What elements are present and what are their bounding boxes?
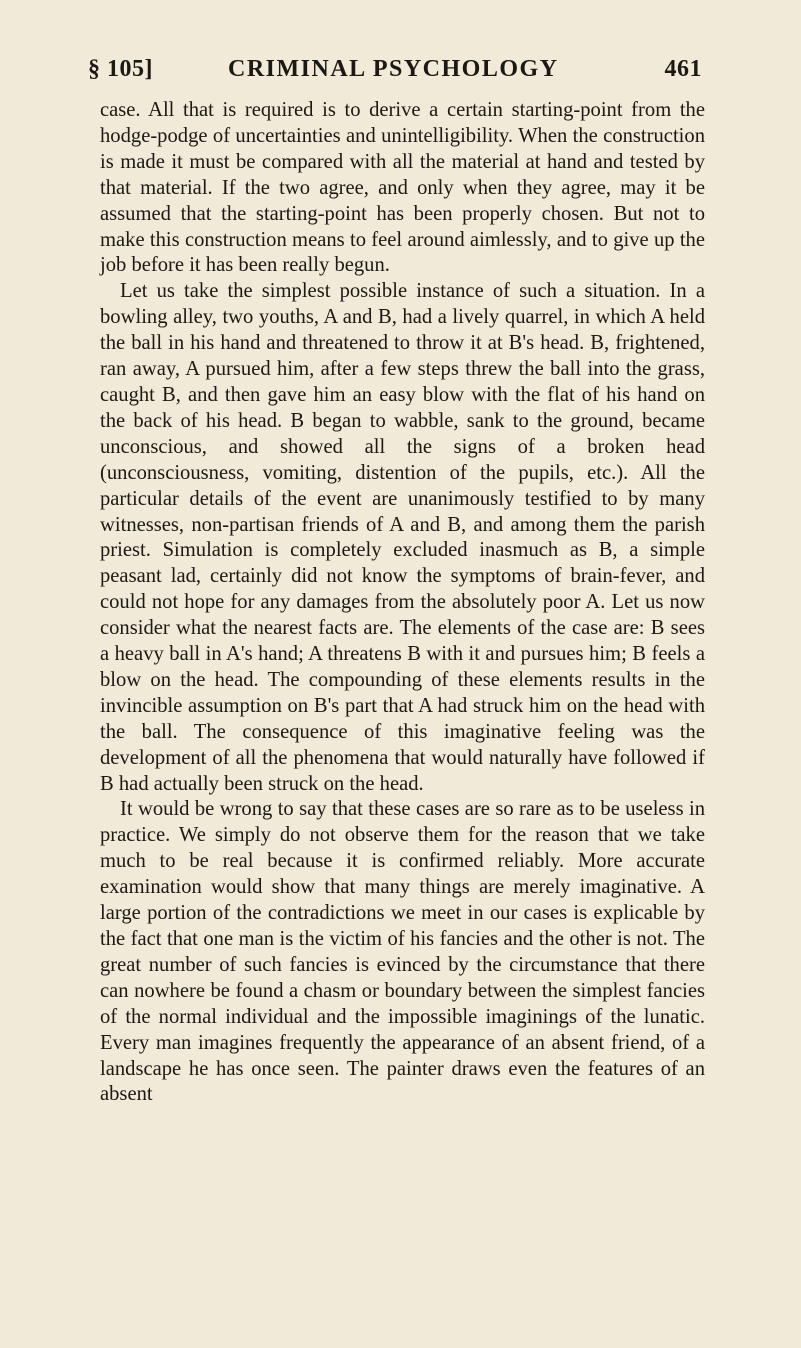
paragraph-continued: case. All that is required is to derive a certain starting-point from the hodge-podge of uncertainties and unintelligibility. When the construction is made it must be compared with all the material at hand and tested by that material. If the two agree, and only when they agree, may it be assumed that the starting-point has been properly chosen. But not to make this construction means to feel around aimlessly, and to give up the job before it has been really begun. [100, 99, 705, 277]
body-text [100, 98, 705, 1108]
section-marker: § 105] [88, 56, 153, 82]
page-number: 461 [664, 56, 702, 82]
running-head [88, 56, 702, 86]
paragraph-imaginative-fancies: It would be wrong to say that these cases are so rare as to be useless in practice. We simply do not observe them for the reason that we take much to be real because it is confirmed reliably. More accurate examination would show that many things are merely imaginative. A large portion of the contradictions we meet in our cases is explicable by the fact that one man is the victim of his fancies and the other is not. The great number of such fancies is evinced by the circumstance that there can nowhere be found a chasm or boundary between the simplest fancies of the normal individual and the impossible imaginings of the lunatic. Every man imagines frequently the appearance of an absent friend, of a landscape he has once seen. The painter draws even the features of an absent [100, 798, 705, 1106]
running-title: CRIMINAL PSYCHOLOGY [228, 56, 559, 82]
paragraph-bowling-alley-case: Let us take the simplest possible instance of such a situation. In a bowling alley, two youths, A and B, had a lively quarrel, in which A held the ball in his hand and threatened to throw it at B's head. B, frightened, ran away, A pursued him, after a few steps threw the ball into the grass, caught B, and then gave him an easy blow with the flat of his hand on the back of his head. B began to wabble, sank to the ground, became unconscious, and showed all the signs of a broken head (unconsciousness, vomiting, distention of the pupils, etc.). All the particular details of the event are unanimously testified to by many witnesses, non-partisan friends of A and B, and among them the parish priest. Simulation is completely excluded inasmuch as B, a simple peasant lad, certainly did not know the symptoms of brain-fever, and could not hope for any damages from the absolutely poor A. Let us now consider what the nearest facts are. The elements of the case are: B sees a heavy ball in A's hand; A threatens B with it and pursues him; B feels a blow on the head. The compounding of these elements results in the invincible assumption on B's part that A had struck him on the head with the ball. The consequence of this imaginative feeling was the development of all the phenomena that would naturally have followed if B had actually been struck on the head. [100, 280, 705, 795]
